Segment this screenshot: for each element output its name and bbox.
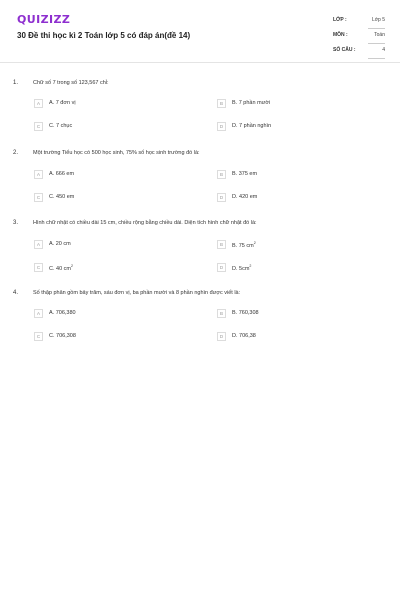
option-text: D. 706,38 [232,333,256,339]
superscript: 2 [249,264,252,268]
meta-value: Toán [374,32,385,38]
question-number: 4. [13,290,19,296]
option-text: A. 7 đơn vị [49,100,76,106]
question-text: Số thập phân gồm bảy trăm, sáu đơn vị, ba phần mười và 8 phần nghìn được viết là: [33,290,241,296]
superscript: 2 [71,264,74,268]
option-text: C. 7 chục [49,123,73,129]
option-letter-box: D [217,122,226,131]
option-letter-box: D [217,193,226,202]
option-text: D. 420 em [232,194,258,200]
meta-panel [333,14,385,59]
meta-underline [368,58,385,59]
option-letter-box: B [217,99,226,108]
option-text: B. 75 $cm^2$ [232,241,256,249]
option-letter-box: C [34,193,43,202]
option-letter-box: B [217,309,226,318]
question-number: 1. [13,80,19,86]
option-text: C. 450 em [49,194,75,200]
option-letter-box: A [34,99,43,108]
question-text: Hình chữ nhật có chiều dài 15 cm, chiều rộng bằng chiều dài. Diện tích hình chữ nhật đó là: [33,220,257,226]
option-letter-box: A [34,309,43,318]
meta-value: 4 [382,47,385,53]
option-text: B. 760,308 [232,310,259,316]
question-number: 3. [13,220,19,226]
meta-label: MÔN : [333,32,348,38]
meta-row-class [333,14,385,29]
option-text: A. 706,380 [49,310,76,316]
question-number: 2. [13,150,19,156]
option-text: A. 20 cm [49,241,71,247]
option-text: B. 375 em [232,171,258,177]
option-text: D. 7 phần nghìn [232,123,272,129]
question-text: Một trường Tiểu học có 500 học sinh, 75% số học sinh trường đó là: [33,150,200,156]
option-text: B. 7 phần mười [232,100,271,106]
option-letter-box: B [217,240,226,249]
option-letter-box: C [34,332,43,341]
document-title: 30 Đề thi học kì 2 Toán lớp 5 có đáp án(đề 14) [17,31,191,40]
meta-label: LỚP : [333,17,347,23]
option-text: A. 666 em [49,171,75,177]
option-letter-box: A [34,170,43,179]
option-text: C. 40 $cm^2$ [49,264,74,272]
option-letter-box: C [34,263,43,272]
meta-value: Lớp 5 [371,17,385,23]
option-letter-box: A [34,240,43,249]
question-text: Chữ số 7 trong số 123,567 chỉ: [33,80,109,86]
option-text: D. $5cm^2$ [232,264,252,272]
option-letter-box: D [217,263,226,272]
option-letter-box: D [217,332,226,341]
meta-row-subject [333,29,385,44]
quizizz-logo: QUIZIZZ [17,13,71,26]
meta-label: SỐ CÂU : [333,47,356,53]
option-text: C. 706,308 [49,333,76,339]
superscript: 2 [253,241,256,245]
header-divider [0,62,400,63]
meta-row-count [333,44,385,59]
option-letter-box: B [217,170,226,179]
option-letter-box: C [34,122,43,131]
